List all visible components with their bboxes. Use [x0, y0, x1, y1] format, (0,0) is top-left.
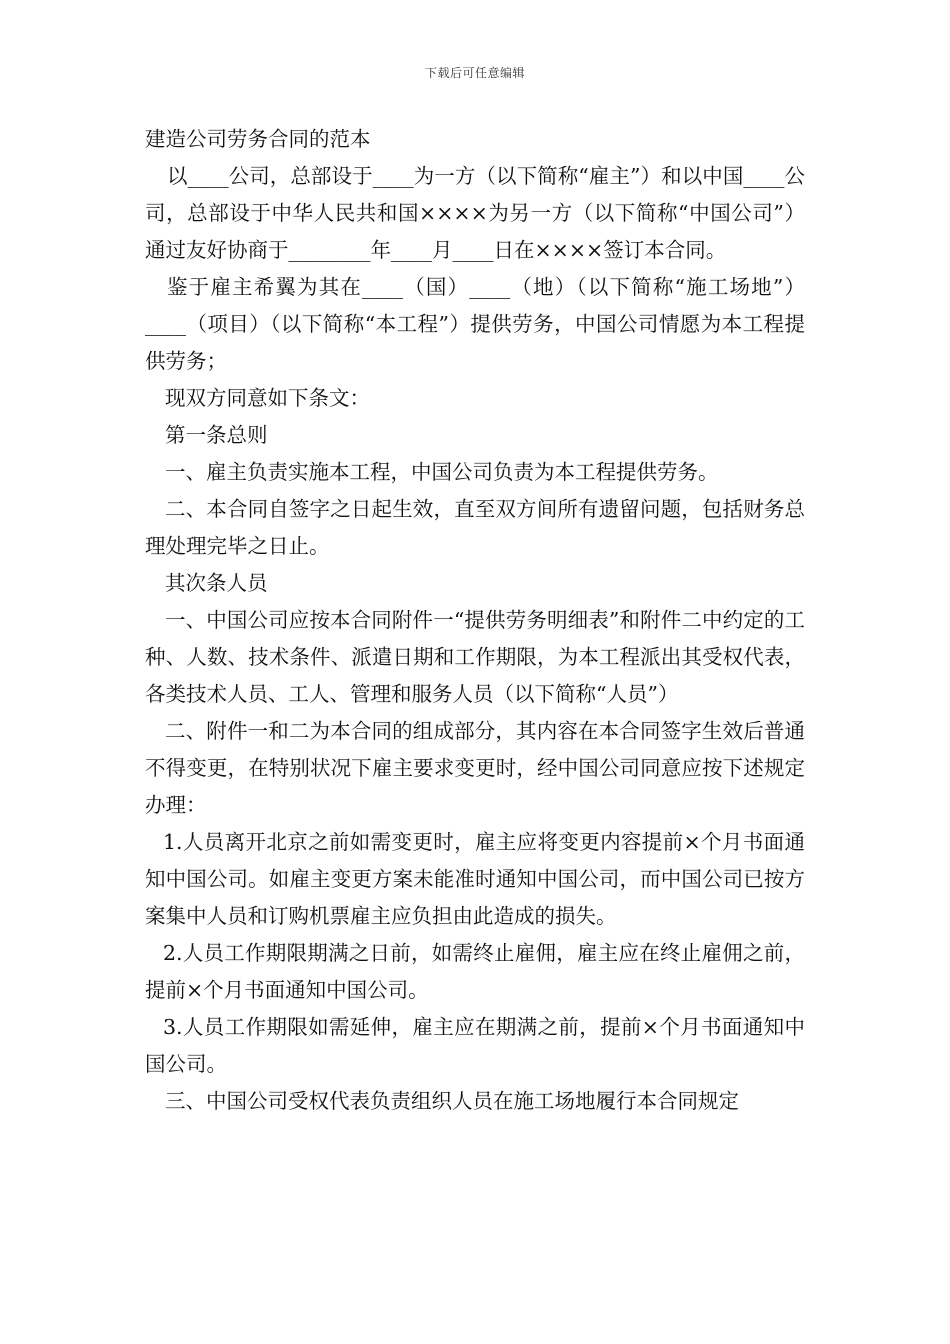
paragraph-article2-item2: 二、附件一和二为本合同的组成部分，其内容在本合同签字生效后普通不得变更，在特别状况下雇主要求变更时，经中国公司同意应按下述规定办理：	[145, 719, 805, 817]
document-body	[145, 121, 805, 1120]
paragraph-article2-sub3: 3.人员工作期限如需延伸，雇主应在期满之前，提前×个月书面通知中国公司。	[145, 1015, 805, 1076]
article-heading-1: 第一条总则	[165, 423, 268, 447]
paragraph-article2-sub2: 2.人员工作期限期满之日前，如需终止雇佣，雇主应在终止雇佣之前，提前×个月书面通知中国公司。	[145, 941, 805, 1002]
document-title: 建造公司劳务合同的范本	[145, 127, 371, 151]
paragraph-article2-item1: 一、中国公司应按本合同附件一“提供劳务明细表”和附件二中约定的工种、人数、技术条件、派遣日期和工作期限，为本工程派出其受权代表，各类技术人员、工人、管理和服务人员（以下简称“人员”）	[145, 608, 805, 706]
paragraph-agreement: 现双方同意如下条文：	[165, 386, 370, 410]
paragraph-article1-item1: 一、雇主负责实施本工程，中国公司负责为本工程提供劳务。	[165, 460, 719, 484]
article-heading-2: 其次条人员	[165, 571, 268, 595]
paragraph-article2-item3: 三、中国公司受权代表负责组织人员在施工场地履行本合同规定	[165, 1089, 739, 1113]
paragraph-article1-item2: 二、本合同自签字之日起生效，直至双方间所有遗留问题，包括财务总理处理完毕之日止。	[145, 497, 805, 558]
paragraph-whereas: 鉴于雇主希翼为其在____（国）____（地）（以下简称“施工场地”）____（项目）（以下简称“本工程”）提供劳务，中国公司情愿为本工程提供劳务；	[145, 275, 805, 373]
paragraph-parties: 以____公司，总部设于____为一方（以下简称“雇主”）和以中国____公司，总部设于中华人民共和国××××为另一方（以下简称“中国公司”）通过友好协商于________年____月____日在××××签订本合同。	[145, 164, 805, 262]
paragraph-article2-sub1: 1.人员离开北京之前如需变更时，雇主应将变更内容提前×个月书面通知中国公司。如雇主变更方案未能准时通知中国公司，而中国公司已按方案集中人员和订购机票雇主应负担由此造成的损失。	[145, 830, 805, 928]
page-header: 下载后可任意编辑	[424, 66, 525, 80]
